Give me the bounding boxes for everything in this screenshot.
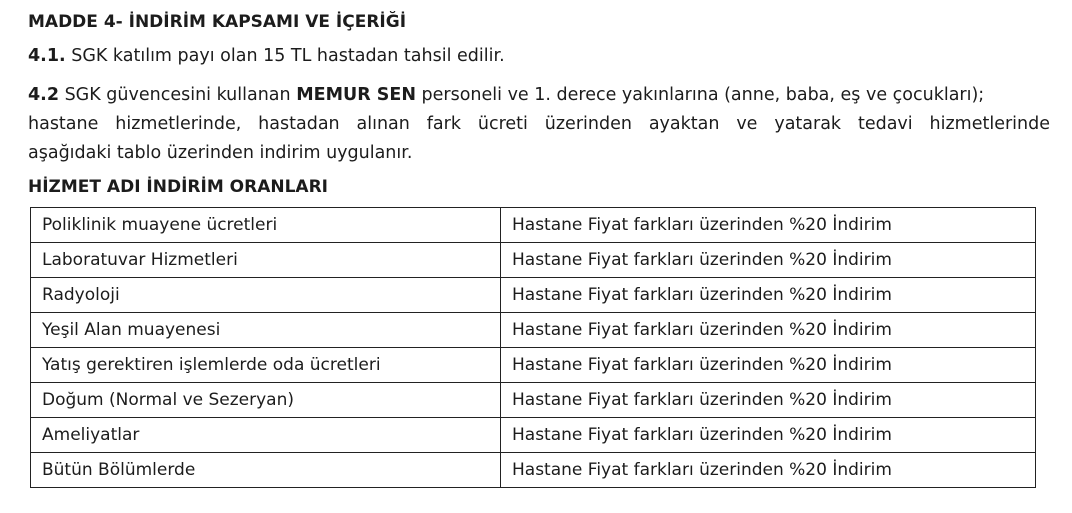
service-name-cell: Radyoloji (31, 278, 501, 313)
table-row (31, 313, 1036, 348)
item-4-2-line3: aşağıdaki tablo üzerinden indirim uygulanır. (28, 143, 413, 163)
discount-rate-cell: Hastane Fiyat farkları üzerinden %20 İndirim (501, 243, 1036, 278)
service-name-cell: Doğum (Normal ve Sezeryan) (31, 383, 501, 418)
item-4-2-text-after: personeli ve 1. derece yakınlarına (anne, baba, eş ve çocukları); (415, 85, 985, 105)
discount-rate-cell: Hastane Fiyat farkları üzerinden %20 İndirim (501, 278, 1036, 313)
table-row (31, 348, 1036, 383)
item-4-2-number: 4.2 (28, 85, 60, 105)
table-row (31, 453, 1036, 488)
service-name-cell: Ameliyatlar (31, 418, 501, 453)
table-row (31, 383, 1036, 418)
table-row (31, 208, 1036, 243)
table-row (31, 418, 1036, 453)
item-4-2-line1 (28, 81, 1050, 110)
table-title: HİZMET ADI İNDİRİM ORANLARI (28, 177, 329, 197)
service-name-cell: Bütün Bölümlerde (31, 453, 501, 488)
discount-rate-cell: Hastane Fiyat farkları üzerinden %20 İndirim (501, 208, 1036, 243)
item-4-2-text-before: SGK güvencesini kullanan (59, 85, 297, 105)
item-4-1-number: 4.1. (28, 46, 66, 66)
item-4-2 (28, 81, 1050, 168)
service-name-cell: Poliklinik muayene ücretleri (31, 208, 501, 243)
item-4-1 (28, 44, 505, 68)
section-heading: MADDE 4- İNDİRİM KAPSAMI VE İÇERİĞİ (28, 12, 407, 32)
table-row (31, 243, 1036, 278)
discount-rate-cell: Hastane Fiyat farkları üzerinden %20 İndirim (501, 453, 1036, 488)
table-row (31, 278, 1036, 313)
item-4-2-emphasis: MEMUR SEN (296, 85, 416, 105)
discount-table (30, 207, 1036, 488)
item-4-2-line2: hastane hizmetlerinde, hastadan alınan fark ücreti üzerinden ayaktan ve yatarak tedavi hizmetlerinde (28, 114, 1050, 134)
item-4-1-text: SGK katılım payı olan 15 TL hastadan tahsil edilir. (65, 46, 505, 66)
discount-rate-cell: Hastane Fiyat farkları üzerinden %20 İndirim (501, 383, 1036, 418)
service-name-cell: Laboratuvar Hizmetleri (31, 243, 501, 278)
discount-rate-cell: Hastane Fiyat farkları üzerinden %20 İndirim (501, 348, 1036, 383)
discount-rate-cell: Hastane Fiyat farkları üzerinden %20 İndirim (501, 313, 1036, 348)
service-name-cell: Yatış gerektiren işlemlerde oda ücretleri (31, 348, 501, 383)
discount-rate-cell: Hastane Fiyat farkları üzerinden %20 İndirim (501, 418, 1036, 453)
service-name-cell: Yeşil Alan muayenesi (31, 313, 501, 348)
